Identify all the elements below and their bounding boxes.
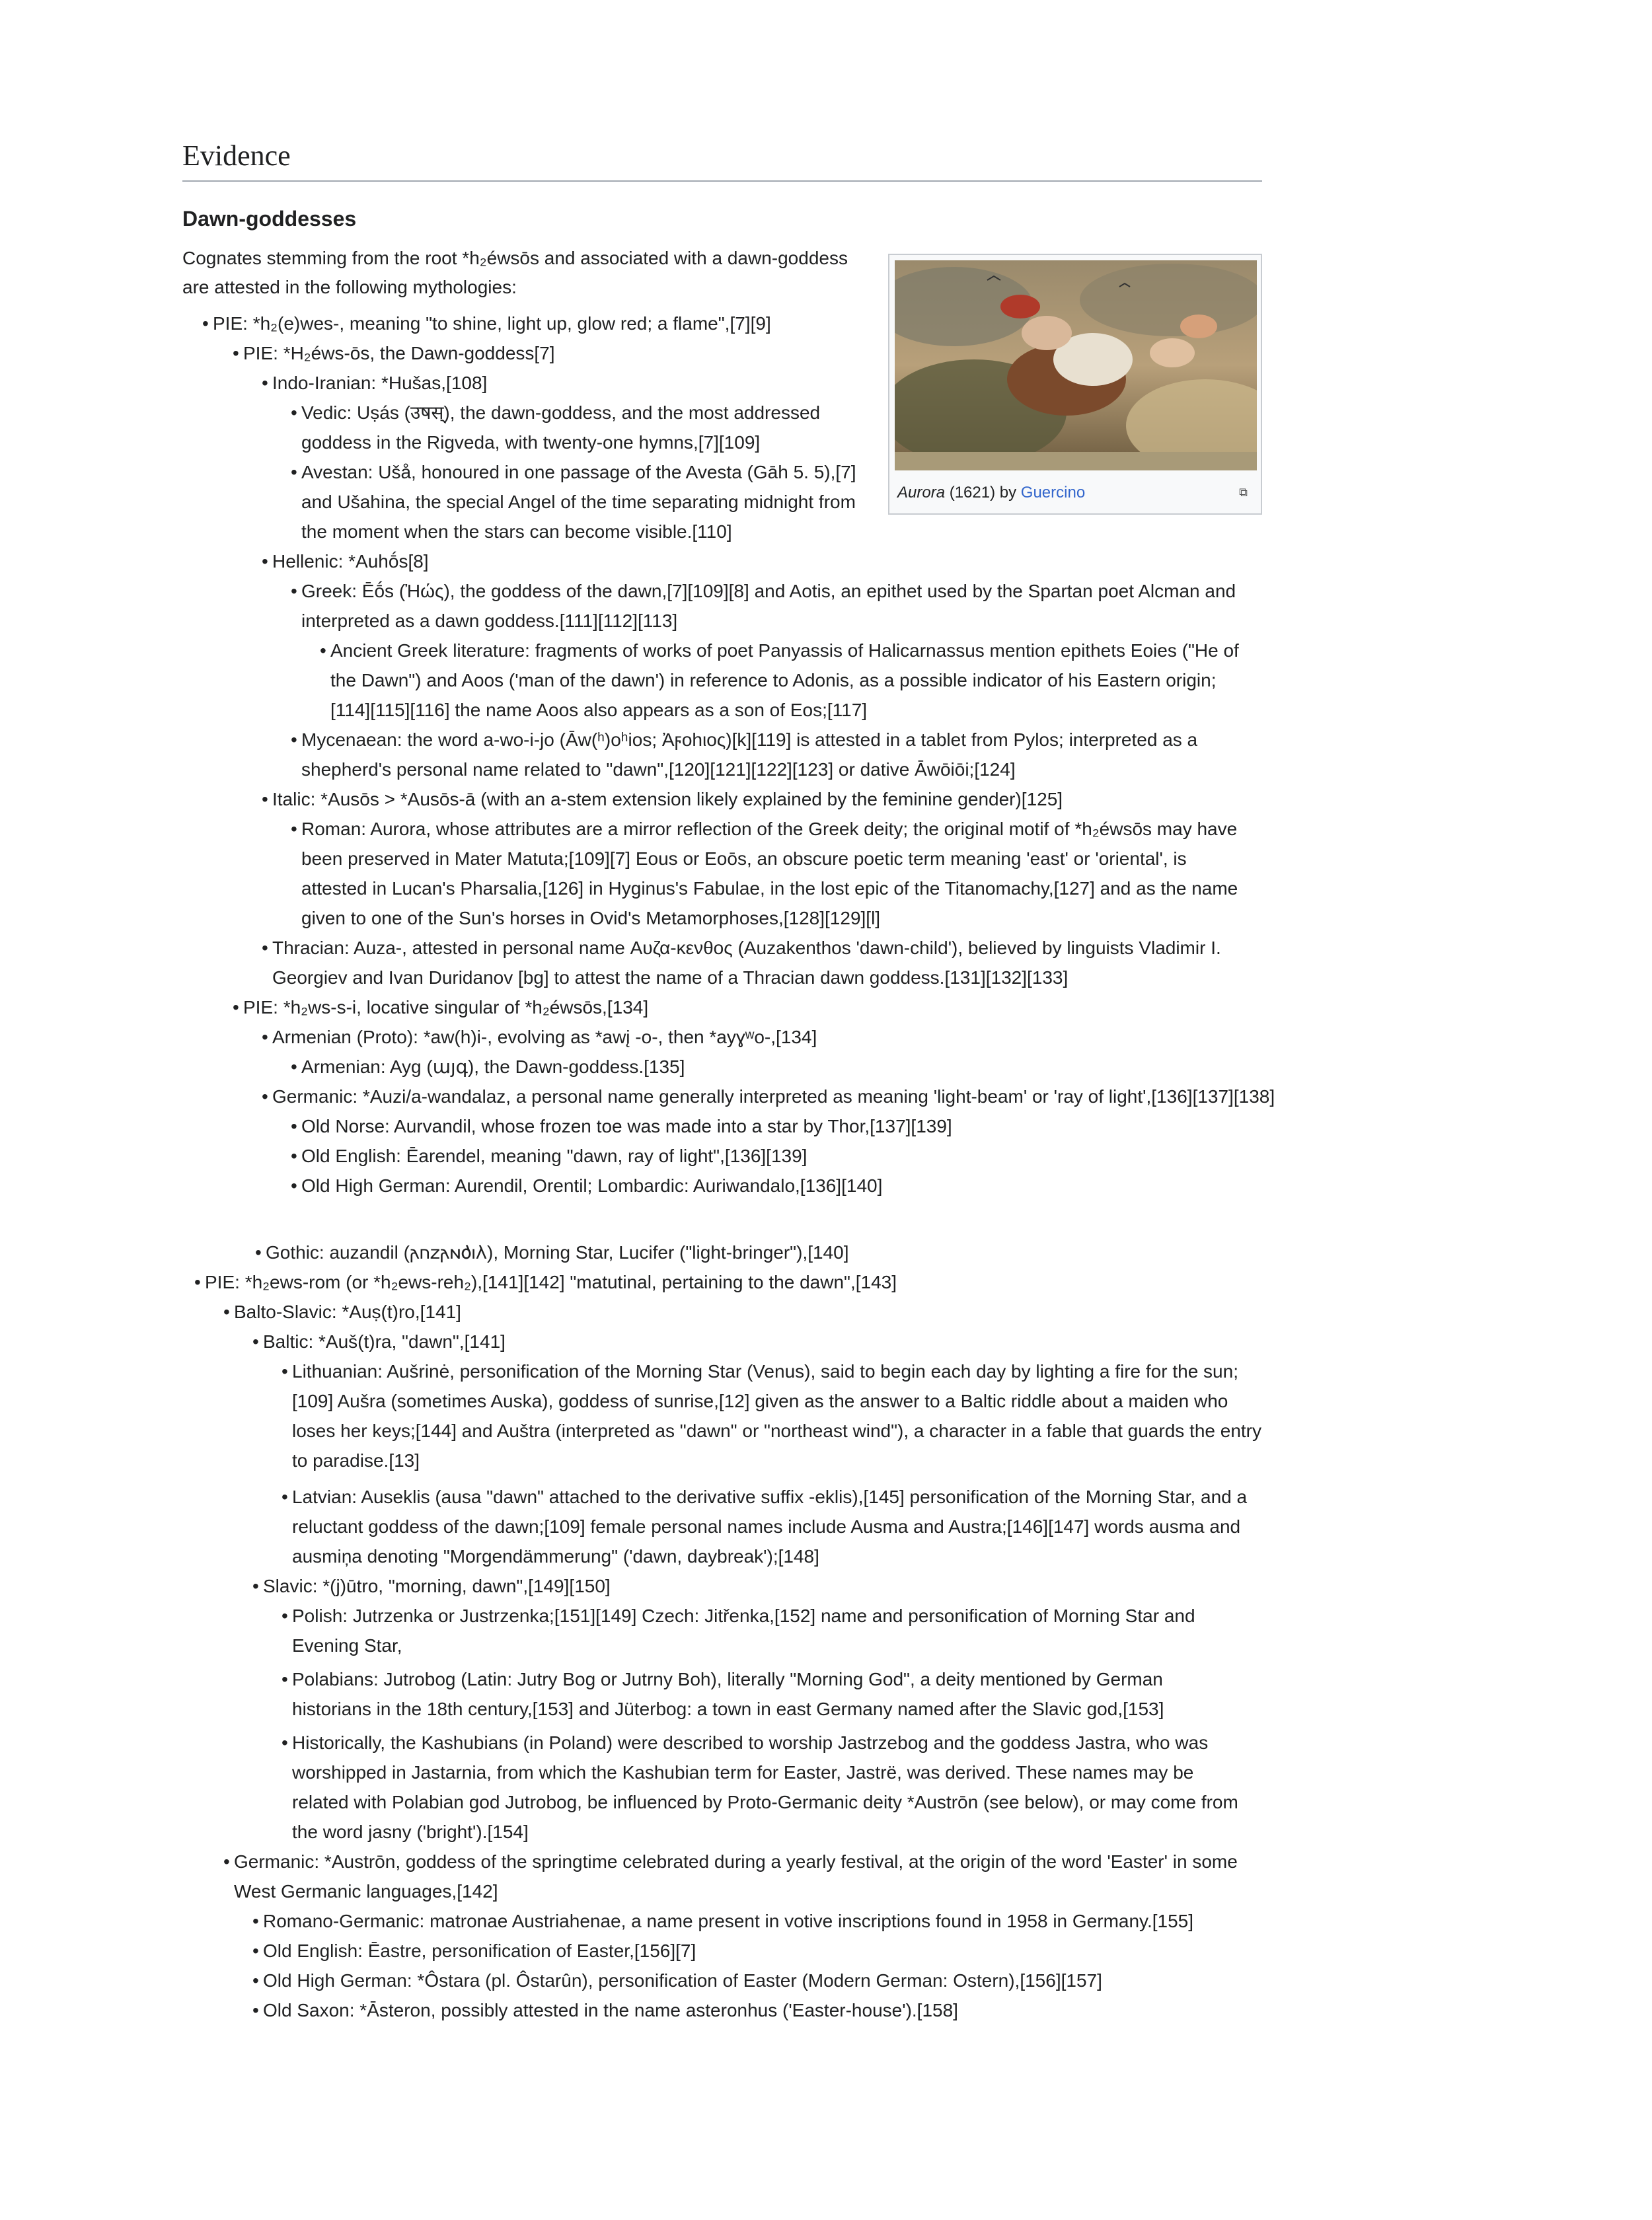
list-item: • Old Norse: Aurvandil, whose frozen toe was made into a star by Thor,[137][139] [301, 1111, 1306, 1141]
list-item: • Polish: Jutrzenka or Justrzenka;[151][149] Czech: Jitřenka,[152] name and personification of Morning Star and Evening Star, [292, 1601, 1244, 1660]
list-item: • Indo-Iranian: *Hušas,[108] • Vedic: Uṣás (उषस्), the dawn-goddess, and the most addressed goddess in the Rigveda, with twenty-one hymns,[7][109] • Avestan: Ušå, honoured in one passage of the Avesta (Gāh 5. 5),[7] and Ušahina, the special Angel of the time separating midnight from the moment when the stars can become visible.[110] [272, 368, 1306, 546]
list-item: • PIE: *h₂(e)wes-, meaning "to shine, light up, glow red; a flame",[7][9] • PIE: *H₂éws-ōs, the Dawn-goddess[7] • Indo-Iranian: *Hušas,[108] • Vedic: Uṣás (उषस्), the dawn-goddess, and the most addressed goddess in the Rigveda, with twenty-one hymns,[7][109] • Avestan: Ušå, honoured in one passage of the Avesta (Gāh 5. 5),[7] and Ušahina, the special Angel of the time separating midnight from the moment when the stars can become visible.[110] • Hellenic: *Auhṓs[8] • Greek: Ēṓs (Ἠώς), the goddess of the dawn,[7][109][8] and Aotis, an epithet used by the Spartan poet Alcman and interpreted as a dawn goddess.[111][112][113] • Ancient Greek literature: fragments of works of poet Panyassis of Halicarnassus mention epithets Eoies ("He of the Dawn") and Aoos ('man of the dawn') in reference to Adonis, as a possible indicator of his Eastern origin;[114][115][116] the name Aoos also appears as a son of Eos;[117] • Mycenaean: the word a-wo-i-jo (Āw(ʰ)oʰios; Ἀϝohιος)[k][119] is attested in a tablet from Pylos; interpreted as a shepherd's personal name related to "dawn",[120][121][122][123] or dative Āwōiōi;[124] • Italic: *Ausōs > *Ausōs-ā (with an a-stem extension likely explained by the feminine gender)[125] • Roman: Aurora, whose attributes are a mirror reflection of the Greek deity; the original motif of *h₂éwsōs may have been preserved in Mater Matuta;[109][7] Eous or Eoōs, an obscure poetic term meaning 'east' or 'oriental', is attested in Lucan's Pharsalia,[126] in Hyginus's Fabulae, in the lost epic of the Titanomachy,[127] and as the name given to one of the Sun's horses in Ovid's Metamorphoses,[128][129][l] • Thracian: Auza-, attested in personal name Αυζα-κενθος (Auzakenthos 'dawn-child'), believed by linguists Vladimir I. Georgiev and Ivan Duridanov [bg] to attest the name of a Thracian dawn goddess.[131][132][133] • PIE: *h₂ws-s-i, locative singular of *h₂éwsōs,[134] • Armenian (Proto): *aw(h)i-, evolving as *awį -o-, then *ayɣʷo-,[134] • Armenian: Ayg (այգ), the Dawn-goddess.[135] • Germanic: *Auzi/a-wandalaz, a personal name generally interpreted as meaning 'light-beam' or 'ray of light',[136][137][138] • Old Norse: Aurvandil, whose frozen toe was made into a star by Thor,[137][139] • Old English: Ēarendel, meaning "dawn, ray of light",[136][139] • Old High German: Aurendil, Orentil; Lombardic: Auriwandalo,[136][140] [213, 309, 1306, 1201]
list-item: • Balto-Slavic: *Auṣ(t)ro,[141] • Baltic: *Auš(t)ra, "dawn",[141] • Lithuanian: Aušrinė, personification of the Morning Star (Venus), said to begin each day by lighting a fire for the sun;[109] Aušra (sometimes Auska), goddess of sunrise,[12] given as the answer to a Baltic riddle about a maiden who loses her keys;[144] and Auštra (interpreted as "dawn" or "northeast wind"), a character in a fable that guards the entry to paradise.[13] • Latvian: Auseklis (ausa "dawn" attached to the derivative suffix -eklis),[145] personification of the Morning Star, and a reluctant goddess of the dawn;[109] female personal names include Ausma and Austra;[146][147] words ausma and ausmiņa denoting "Morgendämmerung" ('dawn, daybreak');[148] • Slavic: *(j)ūtro, "morning, dawn",[149][150] • Polish: Jutrzenka or Justrzenka;[151][149] Czech: Jitřenka,[152] name and personification of Morning Star and Evening Star, • Polabians: Jutrobog (Latin: Jutry Bog or Jutrny Boh), literally "Morning God", a deity mentioned by German historians in the 18th century,[153] and Jüterbog: a town in east Germany named after the Slavic god,[153] • Historically, the Kashubians (in Poland) were described to worship Jastrzebog and the goddess Jastra, who was worshipped in Jastarnia, from which the Kashubian term for Easter, Jastrë, was derived. These names may be related with Polabian god Jutrobog, be influenced by Proto-Germanic deity *Austrōn (see below), or may come from the word jasny ('bright').[154] [234, 1297, 1306, 1847]
cognate-list [213, 309, 1306, 1201]
list-item: • Old Saxon: *Āsteron, possibly attested in the name asteronhus ('Easter-house').[158] [263, 1995, 1241, 2025]
list-item: • Lithuanian: Aušrinė, personification of the Morning Star (Venus), said to begin each day by lighting a fire for the sun;[109] Aušra (sometimes Auska), goddess of sunrise,[12] given as the answer to a Baltic riddle about a maiden who loses her keys;[144] and Auštra (interpreted as "dawn" or "northeast wind"), a character in a fable that guards the entry to paradise.[13] [292, 1356, 1270, 1475]
list-item: • Germanic: *Austrōn, goddess of the springtime celebrated during a yearly festival, at the origin of the word 'Easter' in some West Germanic languages,[142] • Romano-Germanic: matronae Austriahenae, a name present in votive inscriptions found in 1958 in Germany.[155] • Old English: Ēastre, personification of Easter,[156][7] • Old High German: *Ôstara (pl. Ôstarûn), personification of Easter (Modern German: Ostern),[156][157] • Old Saxon: *Āsteron, possibly attested in the name asteronhus ('Easter-house').[158] [234, 1847, 1245, 2025]
caption-year: (1621) by [945, 484, 1021, 501]
list-item: • Old High German: Aurendil, Orentil; Lombardic: Auriwandalo,[136][140] [301, 1171, 1306, 1201]
list-item: • Old English: Ēastre, personification of Easter,[156][7] [263, 1936, 1241, 1966]
list-item: • Polabians: Jutrobog (Latin: Jutry Bog or Jutrny Boh), literally "Morning God", a deity mentioned by German historians in the 18th century,[153] and Jüterbog: a town in east Germany named after the Slavic god,[153] [292, 1664, 1244, 1724]
list-item: • Italic: *Ausōs > *Ausōs-ā (with an a-stem extension likely explained by the feminine gender)[125] • Roman: Aurora, whose attributes are a mirror reflection of the Greek deity; the original motif of *h₂éwsōs may have been preserved in Mater Matuta;[109][7] Eous or Eoōs, an obscure poetic term meaning 'east' or 'oriental', is attested in Lucan's Pharsalia,[126] in Hyginus's Fabulae, in the lost epic of the Titanomachy,[127] and as the name given to one of the Sun's horses in Ovid's Metamorphoses,[128][129][l] [272, 784, 1306, 933]
cognate-list-continued [205, 1238, 1306, 2025]
list-item: • PIE: *H₂éws-ōs, the Dawn-goddess[7] • Indo-Iranian: *Hušas,[108] • Vedic: Uṣás (उषस्), the dawn-goddess, and the most addressed goddess in the Rigveda, with twenty-one hymns,[7][109] • Avestan: Ušå, honoured in one passage of the Avesta (Gāh 5. 5),[7] and Ušahina, the special Angel of the time separating midnight from the moment when the stars can become visible.[110] • Hellenic: *Auhṓs[8] • Greek: Ēṓs (Ἠώς), the goddess of the dawn,[7][109][8] and Aotis, an epithet used by the Spartan poet Alcman and interpreted as a dawn goddess.[111][112][113] • Ancient Greek literature: fragments of works of poet Panyassis of Halicarnassus mention epithets Eoies ("He of the Dawn") and Aoos ('man of the dawn') in reference to Adonis, as a possible indicator of his Eastern origin;[114][115][116] the name Aoos also appears as a son of Eos;[117] • Mycenaean: the word a-wo-i-jo (Āw(ʰ)oʰios; Ἀϝohιος)[k][119] is attested in a tablet from Pylos; interpreted as a shepherd's personal name related to "dawn",[120][121][122][123] or dative Āwōiōi;[124] • Italic: *Ausōs > *Ausōs-ā (with an a-stem extension likely explained by the feminine gender)[125] • Roman: Aurora, whose attributes are a mirror reflection of the Greek deity; the original motif of *h₂éwsōs may have been preserved in Mater Matuta;[109][7] Eous or Eoōs, an obscure poetic term meaning 'east' or 'oriental', is attested in Lucan's Pharsalia,[126] in Hyginus's Fabulae, in the lost epic of the Titanomachy,[127] and as the name given to one of the Sun's horses in Ovid's Metamorphoses,[128][129][l] • Thracian: Auza-, attested in personal name Αυζα-κενθος (Auzakenthos 'dawn-child'), believed by linguists Vladimir I. Georgiev and Ivan Duridanov [bg] to attest the name of a Thracian dawn goddess.[131][132][133] [243, 338, 1306, 992]
enlarge-icon[interactable]: ⧉ [1239, 486, 1248, 499]
subsection-heading: Dawn-goddesses [182, 207, 357, 231]
caption-artist-link[interactable]: Guercino [1020, 484, 1086, 501]
list-item: • Armenian (Proto): *aw(h)i-, evolving as *awį -o-, then *ayɣʷo-,[134] • Armenian: Ayg (այգ), the Dawn-goddess.[135] [272, 1022, 1306, 1082]
list-item: • Old English: Ēarendel, meaning "dawn, ray of light",[136][139] [301, 1141, 1306, 1171]
list-item: • Mycenaean: the word a-wo-i-jo (Āw(ʰ)oʰios; Ἀϝohιος)[k][119] is attested in a tablet from Pylos; interpreted as a shepherd's personal name related to "dawn",[120][121][122][123] or dative Āwōiōi;[124] [301, 725, 1240, 784]
list-item: • Historically, the Kashubians (in Poland) were described to worship Jastrzebog and the goddess Jastra, who was worshipped in Jastarnia, from which the Kashubian term for Easter, Jastrë, was derived. These names may be related with Polabian god Jutrobog, be influenced by Proto-Germanic deity *Austrōn (see below), or may come from the word jasny ('bright').[154] [292, 1728, 1244, 1847]
list-item: • Baltic: *Auš(t)ra, "dawn",[141] • Lithuanian: Aušrinė, personification of the Morning Star (Venus), said to begin each day by lighting a fire for the sun;[109] Aušra (sometimes Auska), goddess of sunrise,[12] given as the answer to a Baltic riddle about a maiden who loses her keys;[144] and Auštra (interpreted as "dawn" or "northeast wind"), a character in a fable that guards the entry to paradise.[13] • Latvian: Auseklis (ausa "dawn" attached to the derivative suffix -eklis),[145] personification of the Morning Star, and a reluctant goddess of the dawn;[109] female personal names include Ausma and Austra;[146][147] words ausma and ausmiņa denoting "Morgendämmerung" ('dawn, daybreak');[148] [263, 1327, 1306, 1571]
list-item: • Slavic: *(j)ūtro, "morning, dawn",[149][150] • Polish: Jutrzenka or Justrzenka;[151][149] Czech: Jitřenka,[152] name and personification of Morning Star and Evening Star, • Polabians: Jutrobog (Latin: Jutry Bog or Jutrny Boh), literally "Morning God", a deity mentioned by German historians in the 18th century,[153] and Jüterbog: a town in east Germany named after the Slavic god,[153] • Historically, the Kashubians (in Poland) were described to worship Jastrzebog and the goddess Jastra, who was worshipped in Jastarnia, from which the Kashubian term for Easter, Jastrë, was derived. These names may be related with Polabian god Jutrobog, be influenced by Proto-Germanic deity *Austrōn (see below), or may come from the word jasny ('bright').[154] [263, 1571, 1306, 1847]
list-item: • Gothic: auzandil (𐌰𐌿𐌶𐌰𐌽𐌳𐌹𐌻), Morning Star, Lucifer ("light-bringer"),[140] [266, 1238, 1306, 1267]
list-item: • PIE: *h₂ews-rom (or *h₂ews-reh₂),[141][142] "matutinal, pertaining to the dawn",[143] • Balto-Slavic: *Auṣ(t)ro,[141] • Baltic: *Auš(t)ra, "dawn",[141] • Lithuanian: Aušrinė, personification of the Morning Star (Venus), said to begin each day by lighting a fire for the sun;[109] Aušra (sometimes Auska), goddess of sunrise,[12] given as the answer to a Baltic riddle about a maiden who loses her keys;[144] and Auštra (interpreted as "dawn" or "northeast wind"), a character in a fable that guards the entry to paradise.[13] • Latvian: Auseklis (ausa "dawn" attached to the derivative suffix -eklis),[145] personification of the Morning Star, and a reluctant goddess of the dawn;[109] female personal names include Ausma and Austra;[146][147] words ausma and ausmiņa denoting "Morgendämmerung" ('dawn, daybreak');[148] • Slavic: *(j)ūtro, "morning, dawn",[149][150] • Polish: Jutrzenka or Justrzenka;[151][149] Czech: Jitřenka,[152] name and personification of Morning Star and Evening Star, • Polabians: Jutrobog (Latin: Jutry Bog or Jutrny Boh), literally "Morning God", a deity mentioned by German historians in the 18th century,[153] and Jüterbog: a town in east Germany named after the Slavic god,[153] • Historically, the Kashubians (in Poland) were described to worship Jastrzebog and the goddess Jastra, who was worshipped in Jastarnia, from which the Kashubian term for Easter, Jastrë, was derived. These names may be related with Polabian god Jutrobog, be influenced by Proto-Germanic deity *Austrōn (see below), or may come from the word jasny ('bright').[154] • Germanic: *Austrōn, goddess of the springtime celebrated during a yearly festival, at the origin of the word 'Easter' in some West Germanic languages,[142] • Romano-Germanic: matronae Austriahenae, a name present in votive inscriptions found in 1958 in Germany.[155] • Old English: Ēastre, personification of Easter,[156][7] • Old High German: *Ôstara (pl. Ôstarûn), personification of Easter (Modern German: Ostern),[156][157] • Old Saxon: *Āsteron, possibly attested in the name asteronhus ('Easter-house').[158] [205, 1267, 1306, 2025]
list-item: • Romano-Germanic: matronae Austriahenae, a name present in votive inscriptions found in 1958 in Germany.[155] [263, 1906, 1241, 1936]
list-item: • Greek: Ēṓs (Ἠώς), the goddess of the dawn,[7][109][8] and Aotis, an epithet used by the Spartan poet Alcman and interpreted as a dawn goddess.[111][112][113] • Ancient Greek literature: fragments of works of poet Panyassis of Halicarnassus mention epithets Eoies ("He of the Dawn") and Aoos ('man of the dawn') in reference to Adonis, as a possible indicator of his Eastern origin;[114][115][116] the name Aoos also appears as a son of Eos;[117] [301, 576, 1240, 725]
section-heading: Evidence [182, 137, 1262, 182]
list-item: • Armenian: Ayg (այգ), the Dawn-goddess.[135] [301, 1052, 1306, 1082]
intro-paragraph: Cognates stemming from the root *h₂éwsōs and associated with a dawn-goddess are attested in the following mythologies: [182, 247, 848, 297]
article-content [182, 137, 1306, 2025]
caption-title: Aurora [897, 484, 946, 501]
list-item: • Thracian: Auza-, attested in personal name Αυζα-κενθος (Auzakenthos 'dawn-child'), believed by linguists Vladimir I. Georgiev and Ivan Duridanov [bg] to attest the name of a Thracian dawn goddess.[131][132][133] [272, 933, 1240, 992]
list-item: • Roman: Aurora, whose attributes are a mirror reflection of the Greek deity; the original motif of *h₂éwsōs may have been preserved in Mater Matuta;[109][7] Eous or Eoōs, an obscure poetic term meaning 'east' or 'oriental', is attested in Lucan's Pharsalia,[126] in Hyginus's Fabulae, in the lost epic of the Titanomachy,[127] and as the name given to one of the Sun's horses in Ovid's Metamorphoses,[128][129][l] [301, 814, 1240, 933]
list-item: • Germanic: *Auzi/a-wandalaz, a personal name generally interpreted as meaning 'light-beam' or 'ray of light',[136][137][138] • Old Norse: Aurvandil, whose frozen toe was made into a star by Thor,[137][139] • Old English: Ēarendel, meaning "dawn, ray of light",[136][139] • Old High German: Aurendil, Orentil; Lombardic: Auriwandalo,[136][140] [272, 1082, 1306, 1201]
list-item: • Avestan: Ušå, honoured in one passage of the Avesta (Gāh 5. 5),[7] and Ušahina, the special Angel of the time separating midnight from the moment when the stars can become visible.[110] [301, 457, 870, 546]
list-item: • PIE: *h₂ws-s-i, locative singular of *h₂éwsōs,[134] • Armenian (Proto): *aw(h)i-, evolving as *awį -o-, then *ayɣʷo-,[134] • Armenian: Ayg (այգ), the Dawn-goddess.[135] • Germanic: *Auzi/a-wandalaz, a personal name generally interpreted as meaning 'light-beam' or 'ray of light',[136][137][138] • Old Norse: Aurvandil, whose frozen toe was made into a star by Thor,[137][139] • Old English: Ēarendel, meaning "dawn, ray of light",[136][139] • Old High German: Aurendil, Orentil; Lombardic: Auriwandalo,[136][140] [243, 992, 1306, 1201]
list-item: • Latvian: Auseklis (ausa "dawn" attached to the derivative suffix -eklis),[145] personification of the Morning Star, and a reluctant goddess of the dawn;[109] female personal names include Ausma and Austra;[146][147] words ausma and ausmiņa denoting "Morgendämmerung" ('dawn, daybreak');[148] [292, 1482, 1270, 1571]
list-item: • Vedic: Uṣás (उषस्), the dawn-goddess, and the most addressed goddess in the Rigveda, with twenty-one hymns,[7][109] [301, 398, 870, 457]
list-item: • Old High German: *Ôstara (pl. Ôstarûn), personification of Easter (Modern German: Ostern),[156][157] [263, 1966, 1241, 1995]
list-item: • Hellenic: *Auhṓs[8] • Greek: Ēṓs (Ἠώς), the goddess of the dawn,[7][109][8] and Aotis, an epithet used by the Spartan poet Alcman and interpreted as a dawn goddess.[111][112][113] • Ancient Greek literature: fragments of works of poet Panyassis of Halicarnassus mention epithets Eoies ("He of the Dawn") and Aoos ('man of the dawn') in reference to Adonis, as a possible indicator of his Eastern origin;[114][115][116] the name Aoos also appears as a son of Eos;[117] • Mycenaean: the word a-wo-i-jo (Āw(ʰ)oʰios; Ἀϝohιος)[k][119] is attested in a tablet from Pylos; interpreted as a shepherd's personal name related to "dawn",[120][121][122][123] or dative Āwōiōi;[124] [272, 546, 1306, 784]
list-item: • Ancient Greek literature: fragments of works of poet Panyassis of Halicarnassus mention epithets Eoies ("He of the Dawn") and Aoos ('man of the dawn') in reference to Adonis, as a possible indicator of his Eastern origin;[114][115][116] the name Aoos also appears as a son of Eos;[117] [330, 636, 1240, 725]
